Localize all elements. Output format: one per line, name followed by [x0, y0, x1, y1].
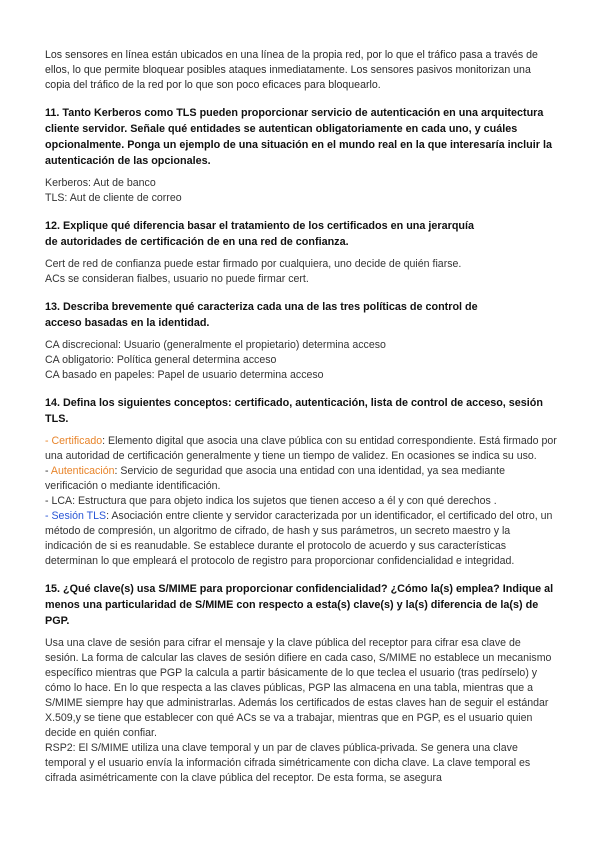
answer-12-line2: ACs se consideran fialbes, usuario no puede firmar cert. [45, 273, 309, 285]
answer-13-discrecional: CA discrecional: Usuario (generalmente el propietario) determina acceso [45, 339, 386, 351]
term-sesion-tls: Sesión TLS [51, 510, 107, 522]
term-autenticacion: Autenticación [50, 465, 115, 477]
definition-lca: - LCA: Estructura que para objeto indica los sujetos que tienen acceso a él y con qué derechos . [45, 495, 497, 507]
question-12-line2: de autoridades de certificación de en una red de confianza. [45, 236, 349, 248]
question-13-line1: 13. Describa brevemente qué caracteriza cada una de las tres políticas de control de [45, 301, 478, 313]
answer-13-papeles: CA basado en papeles: Papel de usuario determina acceso [45, 369, 324, 381]
answer-13-obligatorio: CA obligatorio: Política general determina acceso [45, 354, 277, 366]
dash-marker: - [45, 510, 52, 522]
question-11: 11. Tanto Kerberos como TLS pueden proporcionar servicio de autenticación en una arquitectura cliente servidor. Señale qué entidades se autentican obligatoriamente en cada uno, y cuáles opcionalmente. Ponga un ejemplo de una situación en el mundo real en la que interesaría incluir la autenticación de las opcionales. [45, 107, 552, 167]
answer-15: Usa una clave de sesión para cifrar el mensaje y la clave pública del receptor para cifrar esa clave de sesión. La forma de calcular las claves de sesión difiere en cada caso, S/MIME no establece un mecanismo específico mientras que PGP la calcula a partir básicamente de lo que teclea el usuario (tras pedírselo) y cómo lo hace. En lo que respecta a las claves públicas, PGP las almacena en una tabla, mientras que a S/MIME siempre hay que administrarlas. Además los certificados de estas claves han de seguir el estándar X.509,y se tiene que establecer con qué ACs se va a trabajar, mientras que en PGP, es el usuario quien decide en quién confiar. [45, 637, 552, 739]
definition-certificado [45, 434, 557, 464]
dash-marker: - [45, 435, 52, 447]
term-certificado: Certificado [51, 435, 103, 447]
question-15: 15. ¿Qué clave(s) usa S/MIME para proporcionar confidencialidad? ¿Cómo la(s) emplea? Indique al menos una particularidad de S/MIME con respecto a esta(s) clave(s) y la(s) diferencia de la(s) de PGP. [45, 583, 554, 627]
answer-11-tls: TLS: Aut de cliente de correo [45, 192, 182, 204]
question-13-line2: acceso basadas en la identidad. [45, 317, 210, 329]
text-sesion-tls: : Asociación entre cliente y servidor caracterizada por un identificador, el certificado del otro, un método de compresión, un algoritmo de cifrado, de hash y sus parámetros, un secreto maestro y la indicación de si es reanudable. Se establece durante el protocolo de acuerdo y sus características determinan lo que empleará el protocolo de registro para proporcionar confidencialidad e integridad. [45, 510, 553, 567]
question-12-line1: 12. Explique qué diferencia basar el tratamiento de los certificados en una jerarquía [45, 220, 475, 232]
dash-marker: - [45, 465, 51, 477]
question-14: 14. Defina los siguientes conceptos: certificado, autenticación, lista de control de acceso, sesión TLS. [45, 397, 544, 425]
definition-autenticacion [45, 464, 557, 494]
document-page [45, 48, 557, 786]
answer-11-kerberos: Kerberos: Aut de banco [45, 177, 156, 189]
intro-paragraph: Los sensores en línea están ubicados en una línea de la propia red, por lo que el tráfico pasa a través de ellos, lo que permite bloquear posibles ataques inmediatamente. Los sensores pasivos monitorizan una copia del tráfico de la red por lo que son poco eficaces para bloquearlo. [45, 49, 538, 91]
answer-12-line1: Cert de red de confianza puede estar firmado por cualquiera, uno decide de quién fiarse. [45, 258, 462, 270]
definition-sesion-tls [45, 509, 557, 569]
text-certificado: : Elemento digital que asocia una clave pública con su entidad correspondiente. Está firmado por una autoridad de certificación generalmente y tiene un tiempo de validez. En ocasiones se indica su uso. [45, 435, 557, 462]
text-autenticacion: : Servicio de seguridad que asocia una entidad con una identidad, ya sea mediante verificación o mediante identificación. [45, 465, 505, 492]
answer-15-rsp2: RSP2: El S/MIME utiliza una clave temporal y un par de claves pública-privada. Se genera una clave temporal y el usuario envía la información cifrada simétricamente con dicha clave. La clave temporal es cifrada asimétricamente con la clave pública del receptor. De esta forma, se asegura [45, 742, 531, 784]
